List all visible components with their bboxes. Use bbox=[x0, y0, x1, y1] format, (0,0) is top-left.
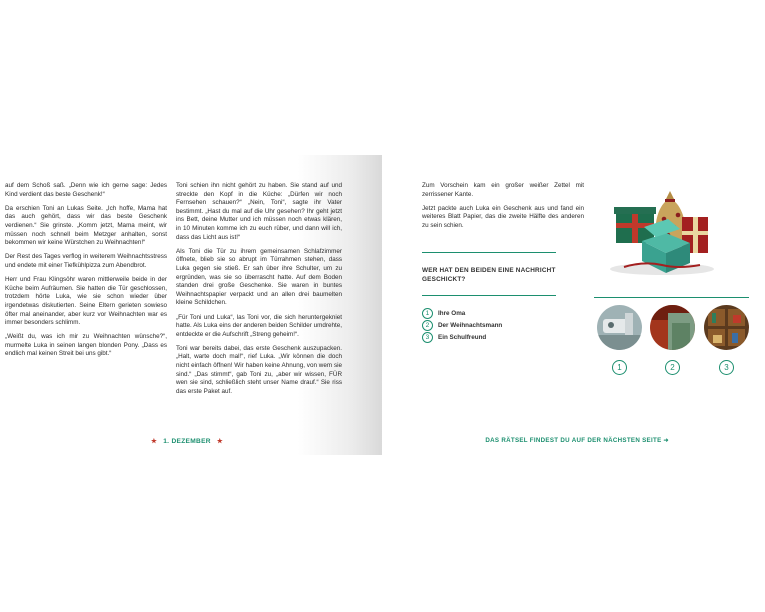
right-page bbox=[382, 155, 765, 455]
story-column-3 bbox=[422, 182, 584, 236]
answer-option[interactable] bbox=[422, 307, 556, 319]
photo-number: 3 bbox=[719, 360, 734, 375]
sewing-machine-photo bbox=[597, 305, 642, 350]
paragraph: Toni war bereits dabei, das erste Geschenk auszupacken. „Halt, warte doch mal!“, rief Luka. „Wir können die doch nicht einfach öffnen! Wir haben keine Ahnung, von wem sie sind.“ „Das stimmt“, gab Toni zu, „aber wir wissen, FÜR wen sie sind, schließlich steht unser Name drauf.“ Sie riss das erste Paket auf. bbox=[176, 344, 342, 395]
paragraph: Toni schien ihn nicht gehört zu haben. Sie stand auf und streckte den Kopf in die Küche: „Dürfen wir noch Fernsehen schauen?“ „Nein, Toni“, sagte ihr Vater bestimmt. „Hast du mal auf die Uhr gesehen? Ihr geht jetzt ins Bett, deine Mutter und ich müssen noch etwas klären, in 10 Minuten komme ich zu euch rüber, und dann will ich, dass das Licht aus ist!“ bbox=[176, 182, 342, 241]
photo-number: 1 bbox=[612, 360, 627, 375]
answer-label: Ein Schulfreund bbox=[438, 333, 487, 341]
green-gift-icon bbox=[614, 207, 656, 243]
paragraph: „Für Toni und Luka“, las Toni vor, die sich heruntergekniet hatte. Als Luka eins der anderen beiden Schilder umdrehte, entdeckte er die Aufschrift „Streng geheim!“. bbox=[176, 313, 342, 338]
answer-label: Ihre Oma bbox=[438, 309, 466, 317]
chimney-photo bbox=[650, 305, 695, 350]
paragraph: Als Toni die Tür zu ihrem gemeinsamen Schlafzimmer öffnete, blieb sie so abrupt im Türrahmen stehen, dass Luka gegen sie stieß. Er sah über ihre Schulter, um zu ergründen, was sie so überrascht hatte. Auf dem Boden standen drei große Geschenke. Sie waren in buntes Weihnachtspapier verpackt und an allen drei baumelten kleine Schildchen. bbox=[176, 247, 342, 307]
story-column-2 bbox=[176, 182, 342, 402]
divider bbox=[422, 252, 556, 253]
book-spread bbox=[0, 155, 765, 455]
date-footer bbox=[145, 437, 229, 445]
photo-number: 2 bbox=[665, 360, 680, 375]
answer-option[interactable] bbox=[422, 319, 556, 331]
answer-number: 3 bbox=[422, 332, 433, 343]
answer-number: 2 bbox=[422, 320, 433, 331]
shelf-photo bbox=[704, 305, 749, 350]
paragraph: Da erschien Toni an Lukas Seite. „Ich hoffe, Mama hat das auch gehört, dass wir das beste Geschenk verdienen.“ Sie grinste. „Komm jetzt, Mama meint, wir müssen noch schnell beim Metzger anhalten, sonst bekommen wir keine Würstchen zu Weihnachten!“ bbox=[5, 204, 167, 247]
story-column-1 bbox=[5, 182, 167, 365]
star-icon: ★ bbox=[151, 438, 158, 445]
quiz-question: WER HAT DEN BEIDEN EINE NACHRICHT GESCHICKT? bbox=[422, 267, 556, 283]
left-page bbox=[0, 155, 382, 455]
gifts-illustration bbox=[604, 181, 714, 277]
answer-label: Der Weihnachtsmann bbox=[438, 321, 503, 329]
divider bbox=[594, 297, 749, 298]
star-icon: ★ bbox=[216, 438, 224, 445]
paragraph: Der Rest des Tages verflog in weiterem Weihnachtsstress und endete mit einer Tiefkühlpizza zum Abendbrot. bbox=[5, 253, 167, 269]
paragraph: Herr und Frau Klingsöhr waren mittlerweile beide in der Küche beim Aufräumen. Sie hatten die Tür geschlossen, trotzdem hörte Luka, wie sie schon wieder über irgendetwas diskutierten. Seine Eltern gerieten sowieso öfter mal aneinander, aber kurz vor Weihnachten war es immer besonders schlimm. bbox=[5, 276, 167, 327]
paragraph: „Weißt du, was ich mir zu Weihnachten wünsche?“, murmelte Luka in seinen langen blonden Pony. „Dass es endlich mal keinen Streit bei uns gibt.“ bbox=[5, 333, 167, 358]
paragraph: Jetzt packte auch Luka ein Geschenk aus und fand ein weiteres Blatt Papier, das die zweite Hälfte des anderen zu sein schien. bbox=[422, 204, 584, 229]
paragraph: Zum Vorschein kam ein großer weißer Zettel mit zerrissener Kante. bbox=[422, 182, 584, 198]
date-label: 1. DEZEMBER bbox=[163, 438, 211, 445]
paragraph: auf dem Schoß saß. „Denn wie ich gerne sage: Jedes Kind verdient das beste Geschenk!“ bbox=[5, 182, 167, 198]
answer-number: 1 bbox=[422, 308, 433, 319]
answer-list bbox=[422, 307, 556, 343]
divider bbox=[422, 295, 556, 296]
answer-option[interactable] bbox=[422, 331, 556, 343]
next-page-hint: DAS RÄTSEL FINDEST DU AUF DER NÄCHSTEN SEITE ➜ bbox=[485, 437, 669, 444]
